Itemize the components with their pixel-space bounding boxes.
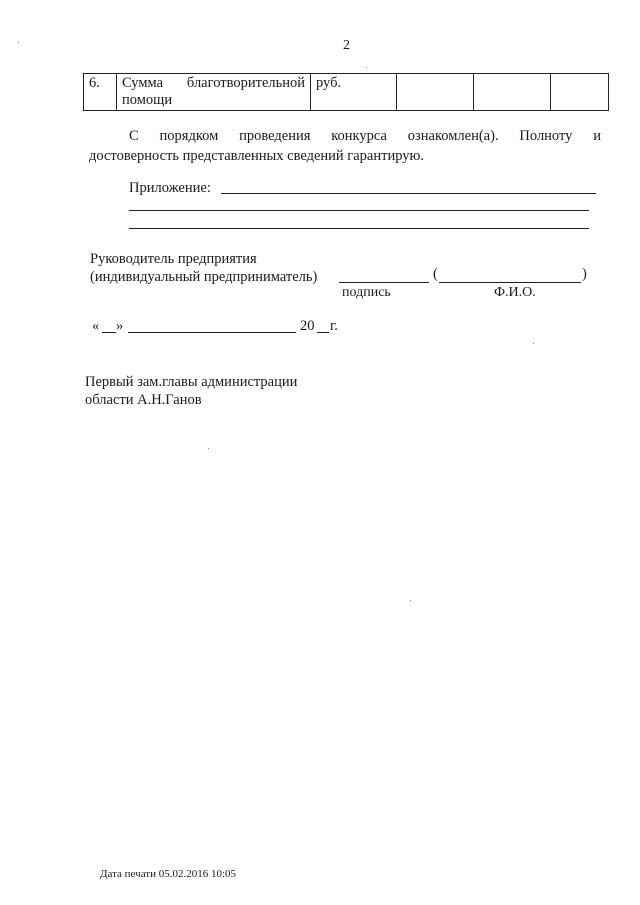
page-number: 2 bbox=[343, 38, 350, 53]
name-close-paren: ) bbox=[582, 266, 587, 282]
scan-speck bbox=[18, 42, 19, 43]
row-label bbox=[117, 74, 311, 111]
date-quote-open: « bbox=[92, 318, 100, 334]
approver-line1: Первый зам.главы администрации bbox=[85, 374, 298, 390]
approver-signature bbox=[85, 373, 297, 409]
row-value-3 bbox=[551, 74, 609, 111]
row-value-2 bbox=[474, 74, 551, 111]
date-month-line bbox=[128, 332, 296, 333]
appendix-line-3 bbox=[129, 228, 589, 229]
row-label-line1: Сумма благотворительной bbox=[122, 75, 305, 91]
appendix-label: Приложение: bbox=[129, 180, 211, 196]
name-caption: Ф.И.О. bbox=[494, 285, 536, 300]
date-year-suffix: г. bbox=[330, 318, 338, 334]
signature-caption: подпись bbox=[342, 285, 391, 300]
scan-speck bbox=[208, 448, 209, 449]
scan-speck bbox=[410, 600, 411, 601]
scan-speck bbox=[533, 343, 534, 344]
date-year-line bbox=[317, 332, 329, 333]
date-quote-close: » bbox=[116, 318, 124, 334]
signatory-title-line1: Руководитель предприятия bbox=[90, 251, 257, 267]
table-row bbox=[84, 74, 609, 111]
approver-line2: области А.Н.Ганов bbox=[85, 392, 202, 408]
name-line bbox=[439, 282, 581, 283]
acknowledgement-line1: С порядком проведения конкурса ознакомлен(а). Полноту и bbox=[129, 128, 601, 144]
row-label-line2: помощи bbox=[122, 92, 173, 108]
signatory-title-line2: (индивидуальный предприниматель) bbox=[90, 269, 318, 285]
acknowledgement-paragraph bbox=[89, 126, 601, 166]
scan-speck bbox=[366, 67, 367, 68]
appendix-line-1 bbox=[221, 193, 596, 194]
acknowledgement-line2: достоверность представленных сведений гарантирую. bbox=[89, 148, 424, 164]
print-date: Дата печати 05.02.2016 10:05 bbox=[100, 868, 237, 880]
row-value-1 bbox=[397, 74, 474, 111]
date-day-line bbox=[102, 332, 116, 333]
row-number: 6. bbox=[84, 74, 117, 111]
name-open-paren: ( bbox=[433, 266, 438, 282]
appendix-line-2 bbox=[129, 210, 589, 211]
date-year-prefix: 20 bbox=[300, 318, 315, 334]
row-unit: руб. bbox=[311, 74, 397, 111]
info-table bbox=[83, 73, 609, 111]
signature-line bbox=[339, 282, 429, 283]
signatory-title bbox=[90, 250, 317, 286]
